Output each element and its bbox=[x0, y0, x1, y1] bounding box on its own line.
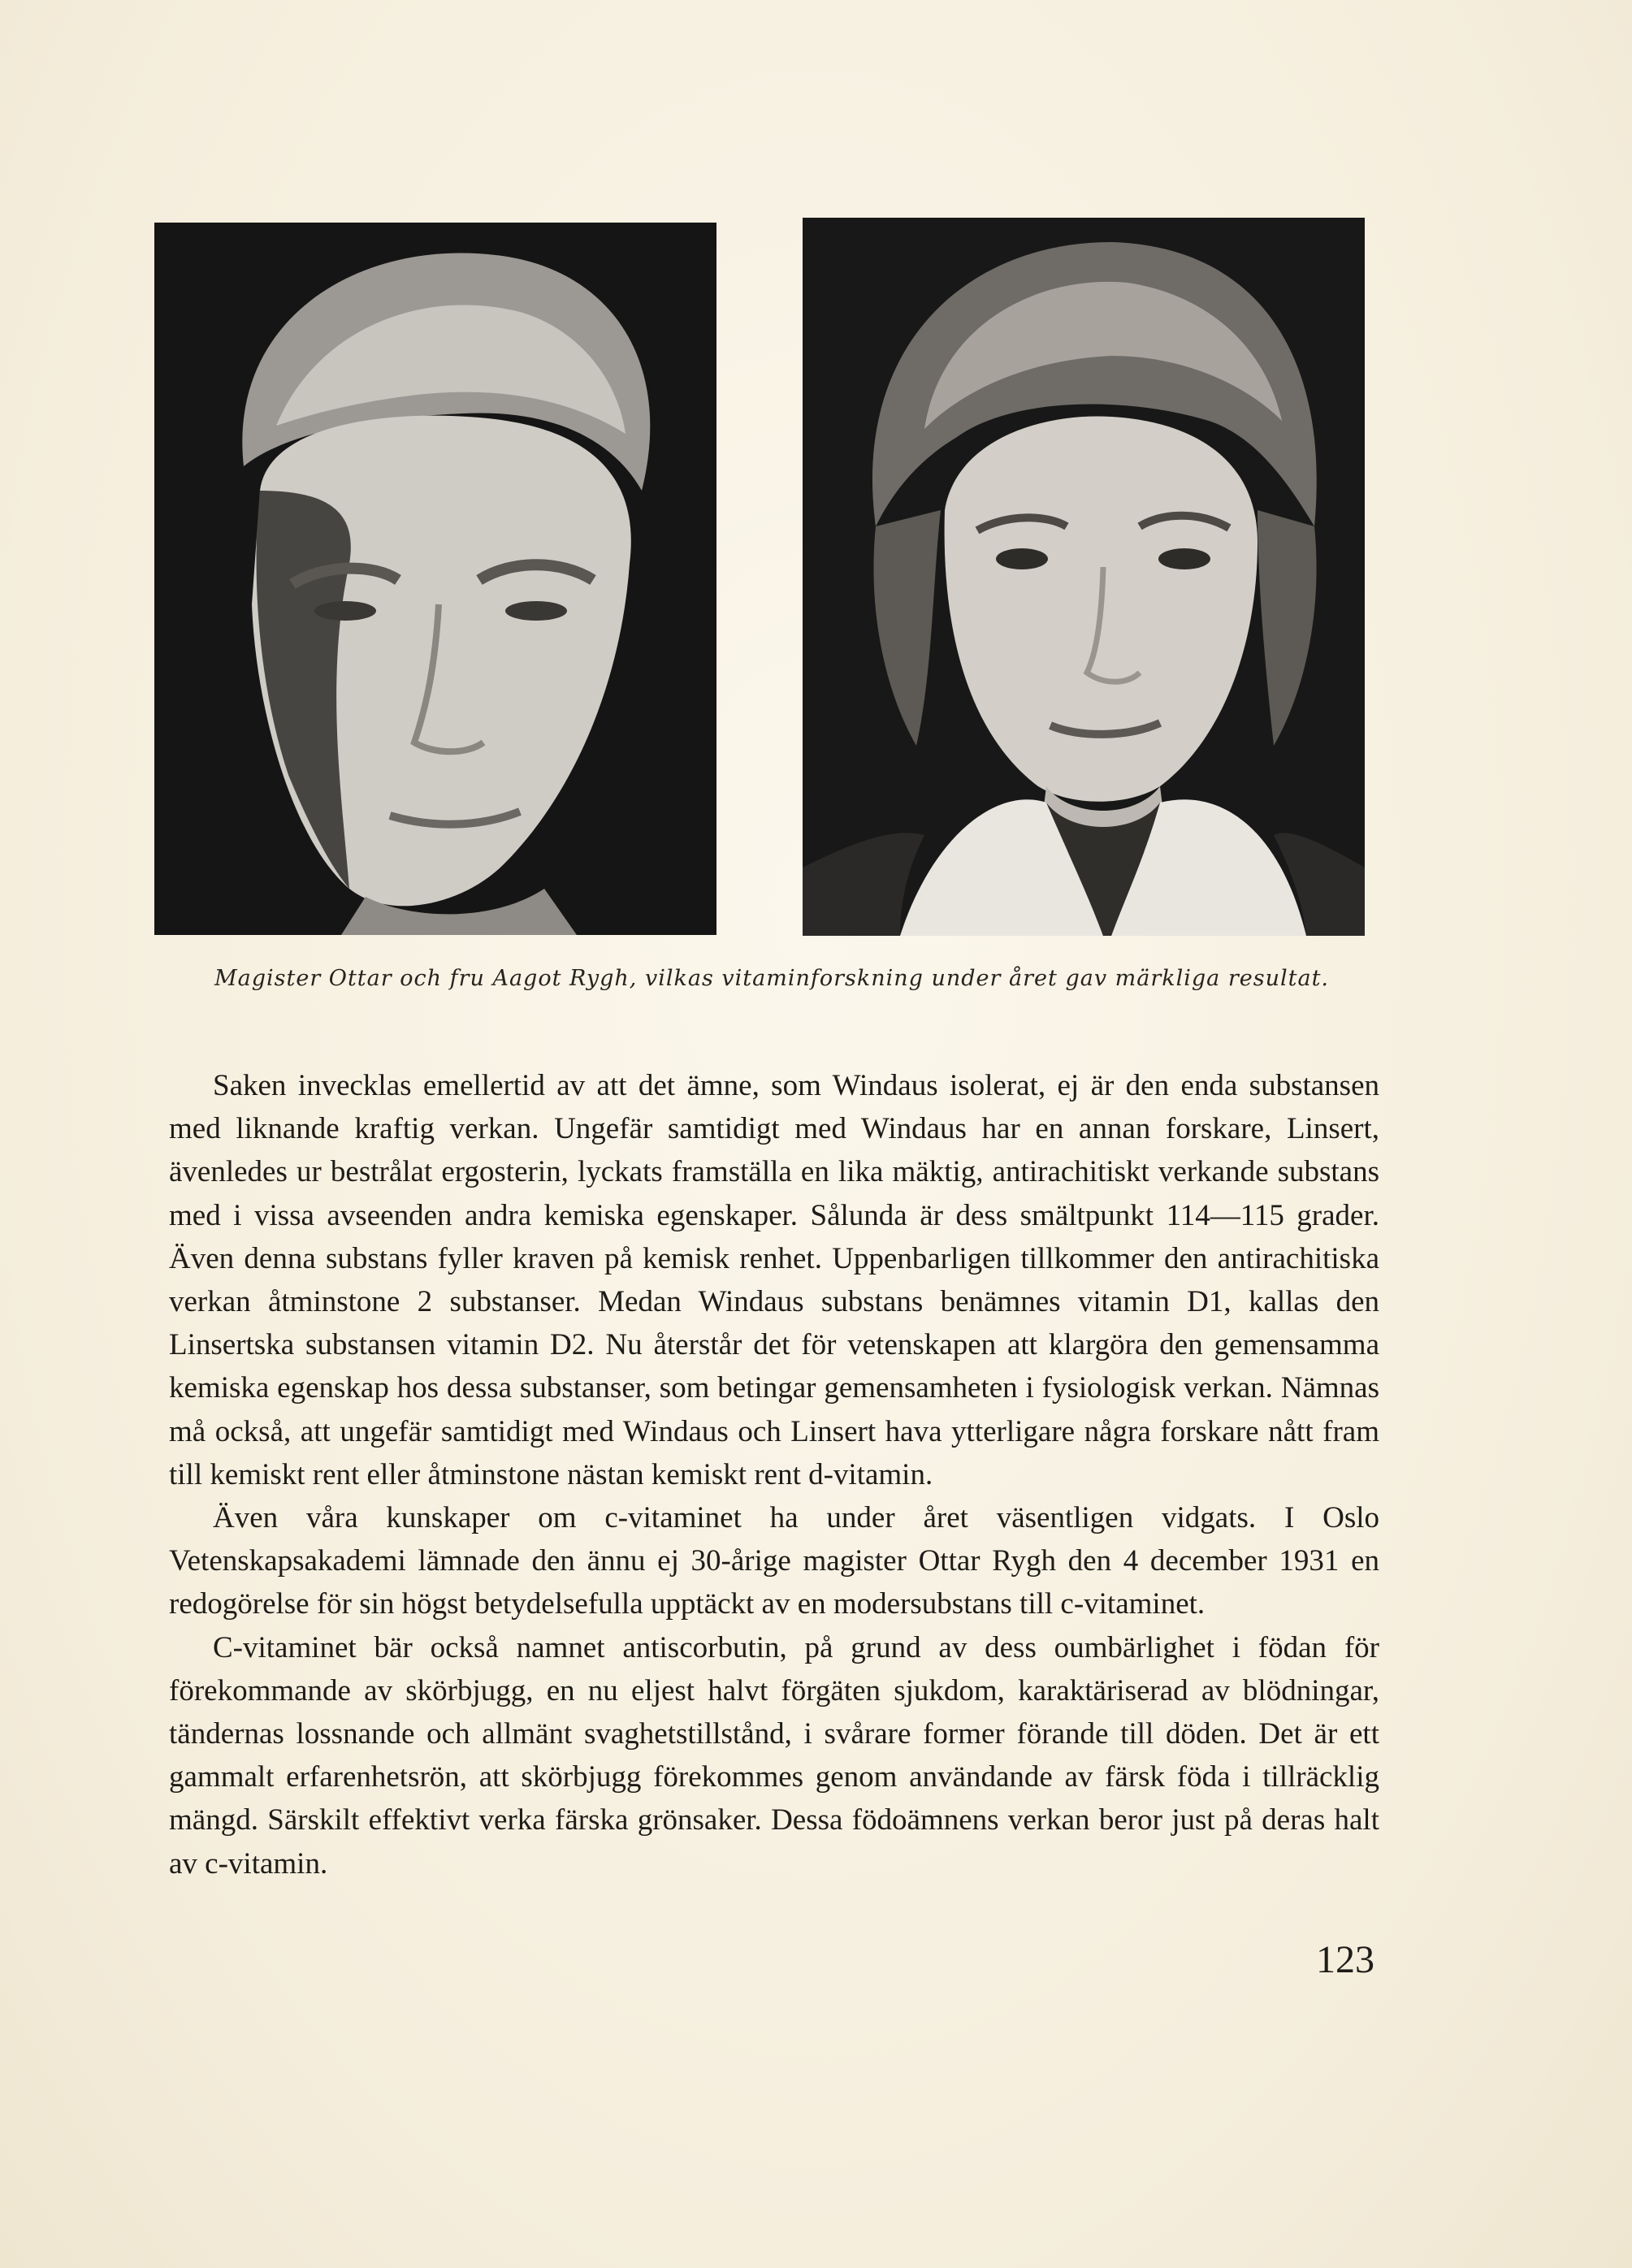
paragraph: C-vitaminet bär också namnet antiscorbutin, på grund av dess oumbärlighet i födan för förekommande av skörbjugg, en nu eljest halvt förgäten sjukdom, karaktäriserad av blödningar, tändernas lossnande och allmänt svaghetstillstånd, i svårare former förande till döden. Det är ett gammalt erfarenhetsrön, att skörbjugg förekommes genom användande av färsk föda i tillräcklig mängd. Särskilt effektivt verka färska grönsaker. Dessa födoämnens verkan beror just på deras halt av c-vitamin. bbox=[169, 1630, 1379, 1881]
paragraph: Även våra kunskaper om c-vitaminet ha under året väsentligen vidgats. I Oslo Vetenskapsakademi lämnade den ännu ej 30-årige magister Ottar Rygh den 4 december 1931 en redogörelse för sin högst betydelsefulla upptäckt av en modersubstans till c-vitaminet. bbox=[169, 1501, 1379, 1621]
portrait-illustration-woman bbox=[803, 218, 1365, 936]
figure-caption: Magister Ottar och fru Aagot Rygh, vilkas vitaminforskning under året gav märkliga resultat. bbox=[214, 966, 1330, 991]
portrait-photo-left bbox=[154, 223, 716, 935]
paragraph: Saken invecklas emellertid av att det ämne, som Windaus isolerat, ej är den enda substansen med liknande kraftig verkan. Ungefär samtidigt med Windaus har en annan forskare, Linsert, ävenledes ur bestrålat ergosterin, lyckats framställa en lika mäktig, antirachitiskt verkande substans med i vissa avseenden andra kemiska egenskaper. Sålunda är dess smältpunkt 114—115 grader. Även denna substans fyller kraven på kemisk renhet. Uppenbarligen tillkommer den antirachitiska verkan åtminstone 2 substanser. Medan Windaus substans benämnes vitamin D1, kallas den Linsertska substansen vitamin D2. Nu återstår det för vetenskapen att klargöra den gemensamma kemiska egenskap hos dessa substanser, som betingar gemensamheten i fysiologisk verkan. Nämnas må också, att ungefär samtidigt med Windaus och Linsert hava ytterligare några forskare nått fram till kemiskt rent eller åtminstone nästan kemiskt rent d-vitamin. bbox=[169, 1069, 1379, 1491]
portrait-illustration-man bbox=[154, 223, 716, 935]
page-number: 123 bbox=[1316, 1938, 1374, 1981]
body-text bbox=[169, 1064, 1379, 1885]
portrait-photo-right bbox=[803, 218, 1365, 936]
